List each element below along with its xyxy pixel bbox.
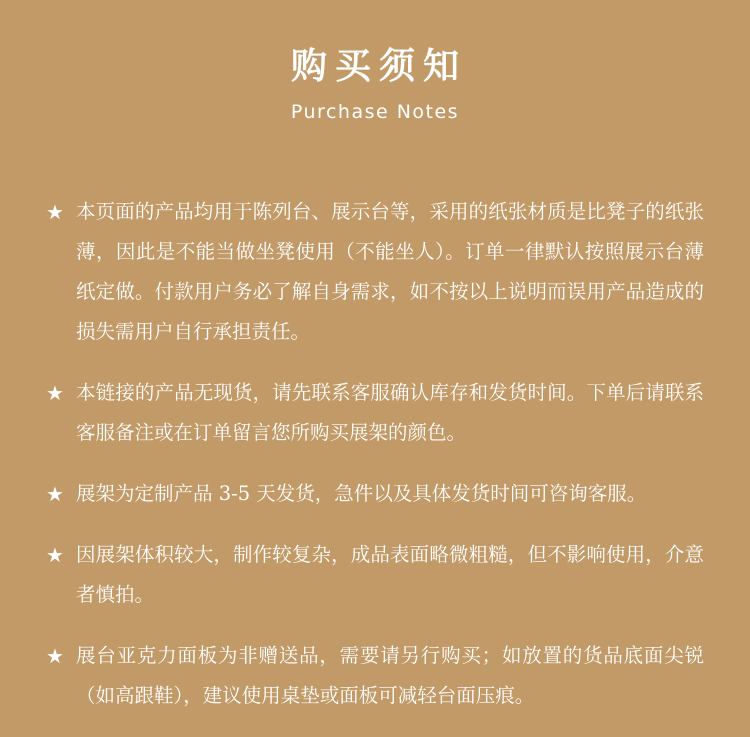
note-item: [44, 636, 704, 716]
note-item: [44, 474, 704, 514]
star-icon: ★: [46, 381, 64, 405]
note-text: 展架为定制产品 3-5 天发货，急件以及具体发货时间可咨询客服。: [76, 482, 647, 505]
note-item: [44, 535, 704, 615]
notes-list: [44, 192, 704, 737]
note-text: 展台亚克力面板为非赠送品，需要请另行购买；如放置的货品底面尖锐（如高跟鞋），建议使用桌垫或面板可减轻台面压痕。: [76, 644, 704, 707]
note-text: 本链接的产品无现货，请先联系客服确认库存和发货时间。下单后请联系客服备注或在订单留言您所购买展架的颜色。: [76, 381, 704, 444]
page-subtitle: Purchase Notes: [290, 101, 460, 123]
note-text: 因展架体积较大，制作较复杂，成品表面略微粗糙，但不影响使用，介意者慎拍。: [76, 543, 704, 606]
star-icon: ★: [46, 543, 64, 567]
star-icon: ★: [46, 482, 64, 506]
note-item: [44, 192, 704, 352]
star-icon: ★: [46, 644, 64, 668]
page-title: 购买须知: [290, 45, 467, 87]
note-text: 本页面的产品均用于陈列台、展示台等，采用的纸张材质是比凳子的纸张薄，因此是不能当做坐凳使用（不能坐人）。订单一律默认按照展示台薄纸定做。付款用户务必了解自身需求，如不按以上说明而误用产品造成的损失需用户自行承担责任。: [76, 200, 704, 343]
star-icon: ★: [46, 200, 64, 224]
note-item: [44, 373, 704, 453]
